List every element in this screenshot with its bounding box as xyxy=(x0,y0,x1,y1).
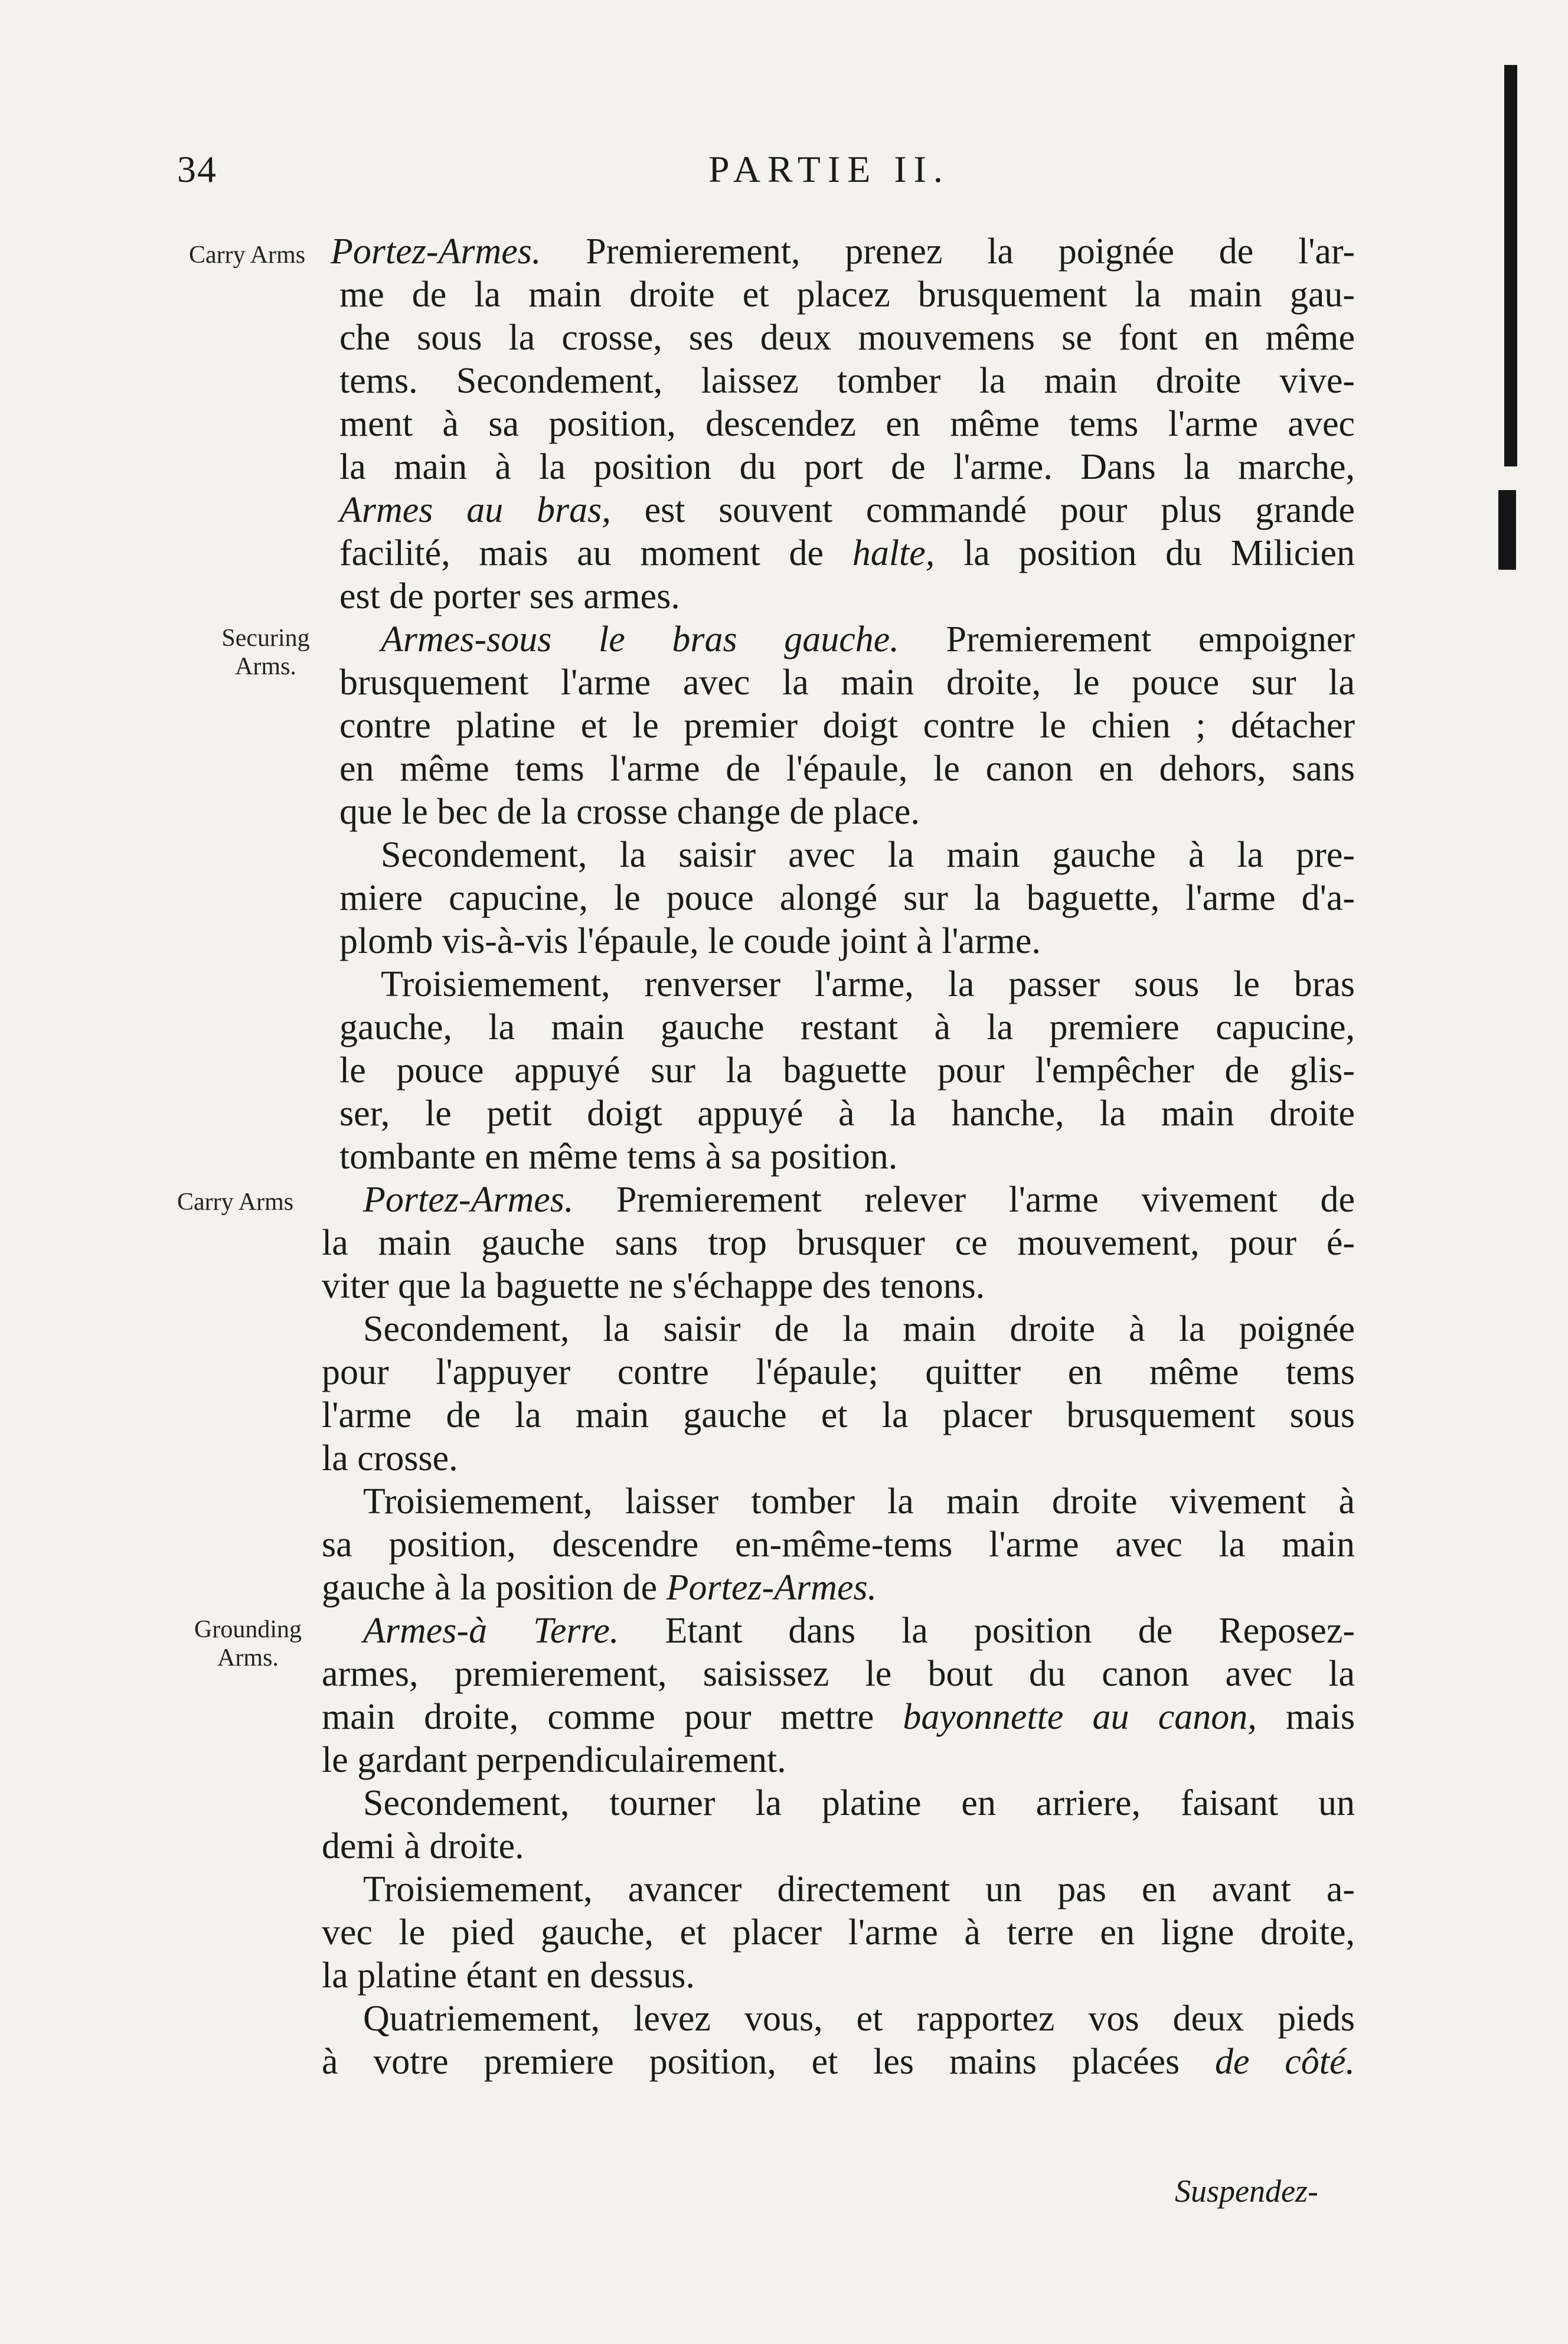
text-line: viter que la baguette ne s'échappe des tenons. xyxy=(322,1266,985,1306)
section-carry-arms-1 xyxy=(0,230,1417,618)
margin-note-line: Arms. xyxy=(217,1644,279,1672)
command-term: Portez-Armes. xyxy=(666,1568,877,1608)
text-line: en même tems l'arme de l'épaule, le canon en dehors, sans xyxy=(339,749,1355,789)
section-grounding-arms xyxy=(0,1610,1417,2084)
text-line: Secondement, la saisir de la main droite à la poignée xyxy=(363,1309,1355,1349)
text-line xyxy=(339,532,1355,575)
text-line: l'arme de la main gauche et la placer brusquement sous xyxy=(322,1395,1355,1435)
text-line xyxy=(322,1566,1355,1610)
text-span: Premierement, prenez la poignée de l'ar- xyxy=(541,231,1355,272)
margin-note-carry-arms: Carry Arms xyxy=(189,241,306,269)
running-head: PARTIE II. xyxy=(708,148,950,190)
scan-edge-mark-lower xyxy=(1498,490,1516,570)
text-line: tombante en même tems à sa position. xyxy=(339,1137,898,1177)
text-line: le pouce appuyé sur la baguette pour l'empêcher de glis- xyxy=(339,1050,1355,1091)
text-span: gauche à la position de xyxy=(322,1568,667,1608)
command-term: Portez-Armes. xyxy=(363,1180,574,1220)
command-term: Armes-à Terre. xyxy=(363,1611,619,1651)
margin-note-grounding xyxy=(171,1615,325,1672)
page-header xyxy=(177,148,1122,201)
text-line xyxy=(322,2041,1355,2084)
text-line: Secondement, tourner la platine en arriere, faisant un xyxy=(363,1783,1355,1823)
margin-note-line: Arms. xyxy=(235,653,296,680)
text-line xyxy=(331,230,1355,273)
margin-note-line: Securing xyxy=(221,625,310,652)
text-line: ment à sa position, descendez en même tems l'arme avec xyxy=(339,404,1355,444)
text-line: gauche, la main gauche restant à la premiere capucine, xyxy=(339,1007,1355,1047)
text-line: tems. Secondement, laissez tomber la main droite vive- xyxy=(339,361,1355,401)
text-line: che sous la crosse, ses deux mouvemens se font en même xyxy=(339,318,1355,358)
text-span: est souvent commandé pour plus grande xyxy=(610,490,1355,530)
text-span: facilité, mais au moment de xyxy=(339,533,852,573)
text-line xyxy=(322,1178,1355,1222)
text-line: Troisiemement, laisser tomber la main droite vivement à xyxy=(363,1481,1355,1522)
text-line: la crosse. xyxy=(322,1438,458,1478)
text-line xyxy=(339,489,1355,532)
text-span: Etant dans la position de Reposez- xyxy=(619,1611,1355,1651)
margin-note-securing xyxy=(189,624,342,681)
text-line: sa position, descendre en-même-tems l'arme avec la main xyxy=(322,1524,1355,1565)
command-term: Portez-Armes. xyxy=(331,231,541,272)
command-term: halte, xyxy=(852,533,935,573)
text-line: la platine étant en dessus. xyxy=(322,1955,695,1996)
scan-edge-mark xyxy=(1504,65,1517,466)
text-span: mais xyxy=(1256,1697,1355,1737)
text-line: me de la main droite et placez brusquement la main gau- xyxy=(339,275,1355,315)
text-line: le gardant perpendiculairement. xyxy=(322,1740,786,1780)
text-span: la position du Milicien xyxy=(935,533,1355,573)
text-line: demi à droite. xyxy=(322,1826,524,1866)
command-term: bayonnette au canon, xyxy=(903,1697,1257,1737)
text-line: ser, le petit doigt appuyé à la hanche, la main droite xyxy=(339,1093,1355,1134)
command-term: Armes au bras, xyxy=(339,490,611,530)
text-line: plomb vis-à-vis l'épaule, le coude joint à l'arme. xyxy=(339,921,1041,961)
text-line: Secondement, la saisir avec la main gauche à la pre- xyxy=(381,835,1355,875)
text-line: pour l'appuyer contre l'épaule; quitter en même tems xyxy=(322,1352,1355,1392)
text-line: brusquement l'arme avec la main droite, le pouce sur la xyxy=(339,662,1355,703)
text-span: à votre premiere position, et les mains placées xyxy=(322,2042,1215,2082)
text-line: Quatriemement, levez vous, et rapportez vos deux pieds xyxy=(363,1999,1355,2039)
text-line: Troisiemement, renverser l'arme, la passer sous le bras xyxy=(381,964,1355,1004)
text-span: Premierement relever l'arme vivement de xyxy=(573,1180,1355,1220)
text-line: est de porter ses armes. xyxy=(339,576,680,616)
text-line xyxy=(322,1696,1355,1739)
text-line xyxy=(339,618,1355,661)
text-line: vec le pied gauche, et placer l'arme à terre en ligne droite, xyxy=(322,1912,1355,1953)
text-line: la main à la position du port de l'arme. Dans la marche, xyxy=(339,447,1355,487)
text-span: Premierement empoigner xyxy=(899,619,1355,660)
margin-note-carry-arms: Carry Arms xyxy=(177,1189,294,1216)
command-term: de côté. xyxy=(1214,2042,1355,2082)
text-line: armes, premierement, saisissez le bout du canon avec la xyxy=(322,1654,1355,1694)
catchword: Suspendez- xyxy=(1175,2173,1318,2209)
command-term: Armes-sous le bras gauche. xyxy=(381,619,899,660)
text-line: que le bec de la crosse change de place. xyxy=(339,792,920,832)
section-securing-arms xyxy=(0,618,1417,1178)
text-line: miere capucine, le pouce alongé sur la baguette, l'arme d'a- xyxy=(339,878,1355,918)
margin-note-line: Grounding xyxy=(194,1616,302,1643)
text-span: main droite, comme pour mettre xyxy=(322,1697,903,1737)
section-carry-arms-2 xyxy=(0,1178,1417,1610)
page-number: 34 xyxy=(177,148,217,190)
text-line: contre platine et le premier doigt contre le chien ; détacher xyxy=(339,706,1355,746)
text-line: la main gauche sans trop brusquer ce mouvement, pour é- xyxy=(322,1223,1355,1263)
text-line xyxy=(322,1610,1355,1653)
text-line: Troisiemement, avancer directement un pas en avant a- xyxy=(363,1869,1355,1909)
body-text xyxy=(0,230,1417,2084)
